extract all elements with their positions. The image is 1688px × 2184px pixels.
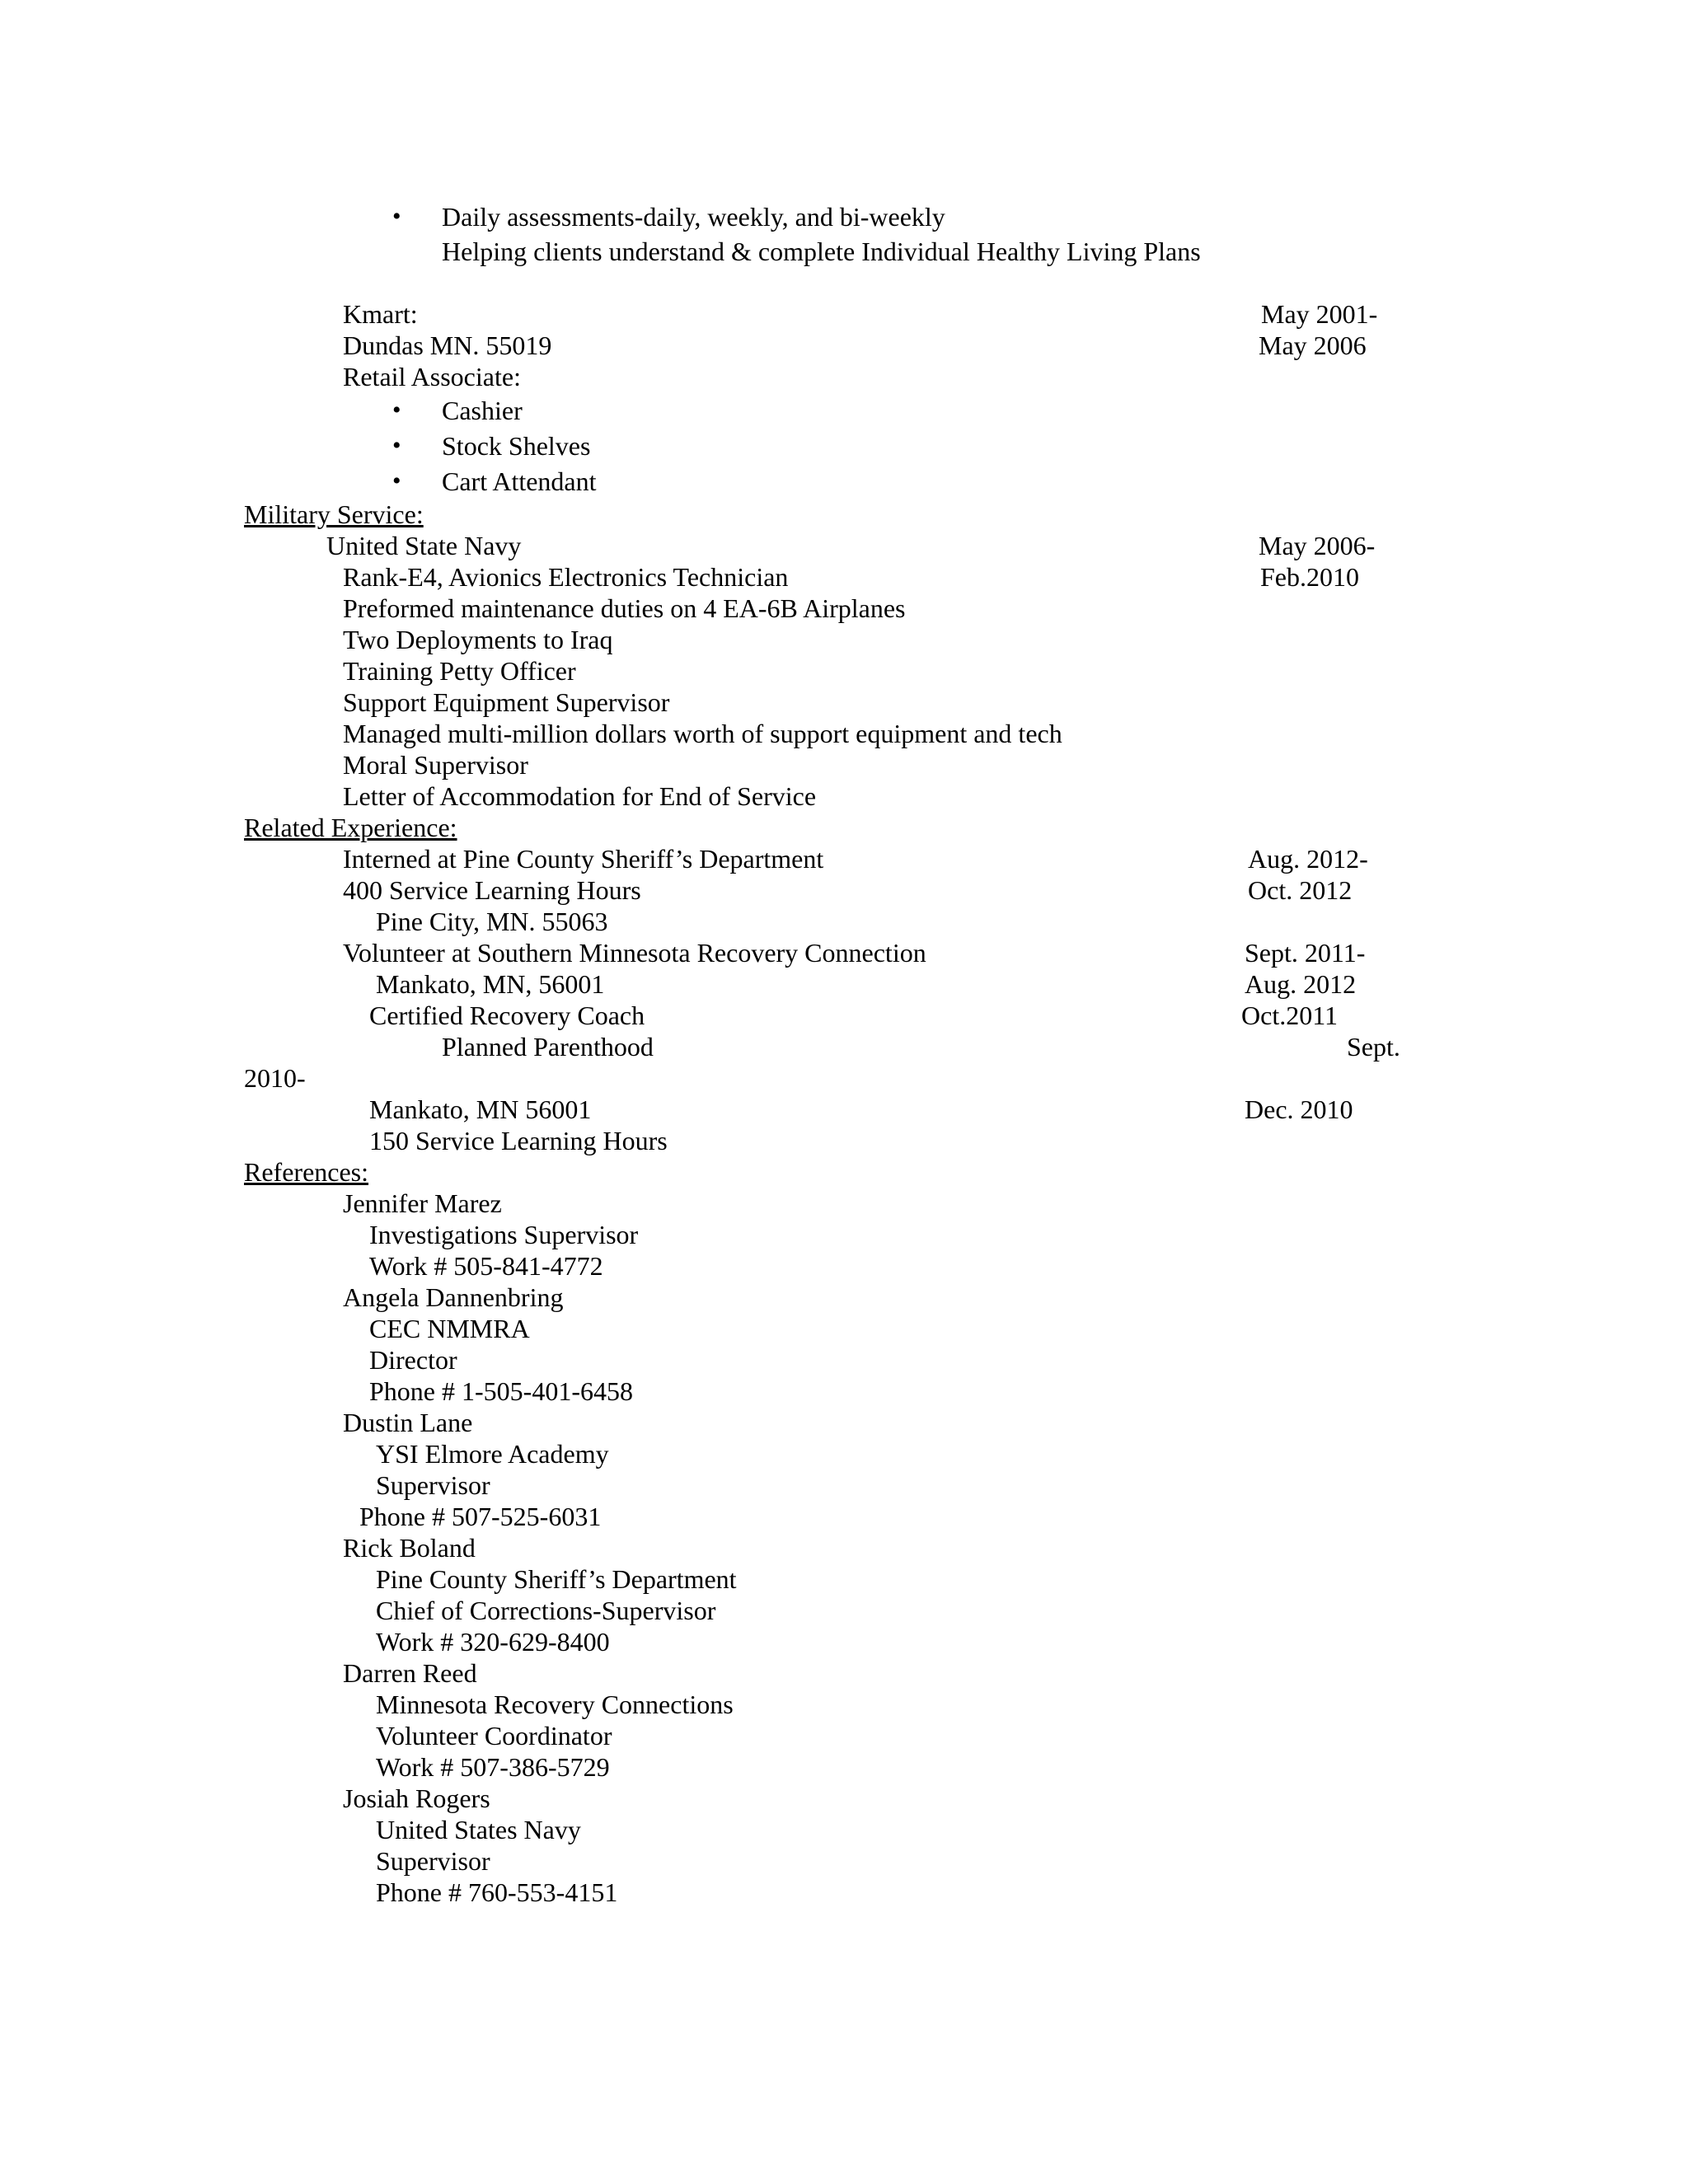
kmart-duty: Stock Shelves (442, 431, 591, 461)
related-volunteer-date-start: Sept. 2011- (1245, 938, 1366, 968)
kmart-duty: Cart Attendant (442, 466, 597, 496)
reference-detail: United States Navy (376, 1815, 581, 1844)
reference-phone: Work # 507-386-5729 (376, 1752, 610, 1782)
military-date-end: Feb.2010 (1260, 562, 1359, 592)
related-coach: Certified Recovery Coach (369, 1001, 645, 1030)
military-duty: Preformed maintenance duties on 4 EA-6B Airplanes (343, 593, 906, 623)
related-planned-parenthood: Planned Parenthood (442, 1032, 654, 1062)
reference-detail: Supervisor (376, 1470, 490, 1500)
related-volunteer-location: Mankato, MN, 56001 (376, 969, 605, 999)
military-duty: Support Equipment Supervisor (343, 687, 670, 717)
reference-name: Dustin Lane (343, 1408, 473, 1437)
military-rank: Rank-E4, Avionics Electronics Technician (343, 562, 789, 592)
military-branch: United State Navy (326, 531, 522, 560)
military-duty: Letter of Accommodation for End of Service (343, 781, 817, 811)
reference-name: Angela Dannenbring (343, 1282, 564, 1312)
kmart-date-start: May 2001- (1261, 299, 1378, 329)
kmart-role: Retail Associate: (343, 362, 521, 391)
bullet-icon: • (392, 203, 401, 230)
related-pp-location: Mankato, MN 56001 (369, 1094, 592, 1124)
related-intern-date-end: Oct. 2012 (1248, 875, 1353, 905)
reference-detail: Pine County Sheriff’s Department (376, 1564, 737, 1594)
section-heading-military: Military Service: (244, 499, 424, 529)
bullet-icon: • (392, 432, 401, 459)
kmart-location: Dundas MN. 55019 (343, 330, 552, 360)
reference-detail: YSI Elmore Academy (376, 1439, 609, 1469)
section-heading-references: References: (244, 1157, 369, 1187)
reference-phone: Phone # 760-553-4151 (376, 1877, 618, 1907)
military-duty: Moral Supervisor (343, 750, 528, 780)
section-heading-related-experience: Related Experience: (244, 813, 457, 842)
related-intern-location: Pine City, MN. 55063 (376, 907, 608, 936)
reference-detail: Supervisor (376, 1846, 490, 1876)
reference-detail: Chief of Corrections-Supervisor (376, 1596, 716, 1625)
reference-phone: Work # 320-629-8400 (376, 1627, 610, 1657)
related-pp-hours: 150 Service Learning Hours (369, 1126, 668, 1155)
military-duty: Two Deployments to Iraq (343, 625, 613, 654)
reference-detail: Investigations Supervisor (369, 1220, 639, 1249)
related-intern-hours: 400 Service Learning Hours (343, 875, 641, 905)
military-date-start: May 2006- (1259, 531, 1376, 560)
reference-phone: Phone # 1-505-401-6458 (369, 1376, 633, 1406)
reference-phone: Work # 505-841-4772 (369, 1251, 603, 1281)
reference-detail: CEC NMMRA (369, 1314, 530, 1343)
bullet-icon: • (392, 467, 401, 494)
duty-healthy-living-plans: Helping clients understand & complete Individual Healthy Living Plans (442, 237, 1201, 266)
reference-detail: Minnesota Recovery Connections (376, 1690, 734, 1719)
kmart-date-end: May 2006 (1259, 330, 1367, 360)
related-intern: Interned at Pine County Sheriff’s Department (343, 844, 824, 874)
reference-phone: Phone # 507-525-6031 (359, 1502, 602, 1531)
related-volunteer: Volunteer at Southern Minnesota Recovery Connection (343, 938, 926, 968)
reference-detail: Director (369, 1345, 457, 1375)
kmart-duty: Cashier (442, 396, 523, 425)
military-duty: Managed multi-million dollars worth of support equipment and tech (343, 719, 1062, 748)
related-intern-date-start: Aug. 2012- (1248, 844, 1368, 874)
related-coach-date: Oct.2011 (1241, 1001, 1339, 1030)
military-duty: Training Petty Officer (343, 656, 576, 686)
duty-assessments: Daily assessments-daily, weekly, and bi-weekly (442, 202, 945, 232)
employer-kmart: Kmart: (343, 299, 418, 329)
reference-name: Rick Boland (343, 1533, 476, 1563)
related-pp-date-start: Sept. (1347, 1032, 1400, 1062)
reference-name: Darren Reed (343, 1658, 477, 1688)
related-volunteer-date-end: Aug. 2012 (1245, 969, 1357, 999)
reference-name: Josiah Rogers (343, 1783, 490, 1813)
reference-name: Jennifer Marez (343, 1188, 502, 1218)
reference-detail: Volunteer Coordinator (376, 1721, 612, 1750)
bullet-icon: • (392, 396, 401, 424)
related-pp-date-start-year: 2010- (244, 1063, 306, 1093)
related-pp-date-end: Dec. 2010 (1245, 1094, 1353, 1124)
